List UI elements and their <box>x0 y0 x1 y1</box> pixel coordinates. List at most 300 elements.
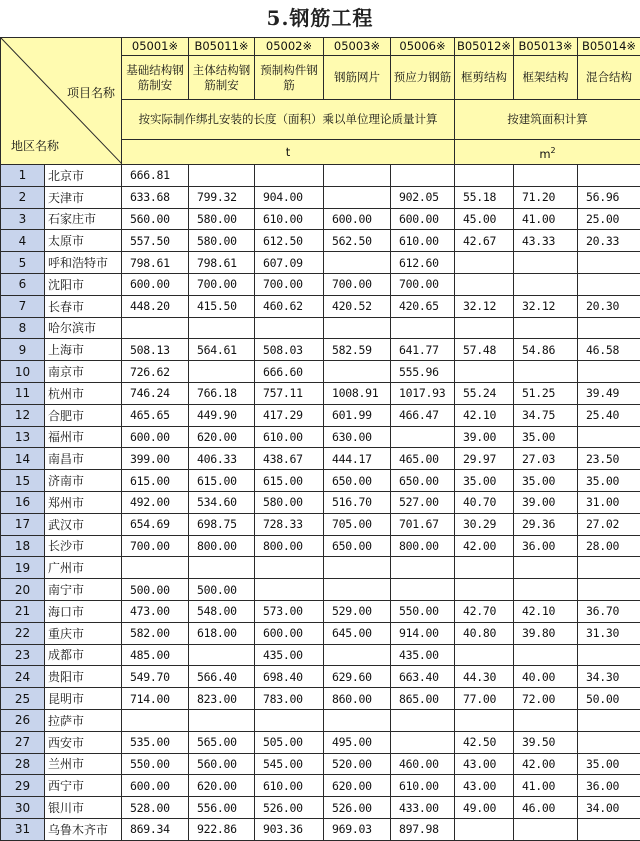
price-cell <box>514 252 578 274</box>
price-cell: 55.18 <box>455 186 514 208</box>
price-cell: 645.00 <box>324 622 391 644</box>
price-cell: 612.60 <box>391 252 455 274</box>
price-cell: 698.75 <box>189 513 255 535</box>
price-cell: 444.17 <box>324 448 391 470</box>
row-number: 2 <box>1 186 45 208</box>
price-cell: 28.00 <box>578 535 640 557</box>
row-number: 19 <box>1 557 45 579</box>
price-cell: 460.62 <box>255 295 324 317</box>
price-cell: 565.00 <box>189 731 255 753</box>
item-name: 钢筋网片 <box>324 56 391 100</box>
row-number: 8 <box>1 317 45 339</box>
city-name: 呼和浩特市 <box>45 252 122 274</box>
price-cell <box>324 644 391 666</box>
table-row <box>1 448 640 470</box>
price-cell: 20.30 <box>578 295 640 317</box>
price-cell: 600.00 <box>255 622 324 644</box>
table-row <box>1 230 640 252</box>
price-cell: 629.60 <box>324 666 391 688</box>
price-cell: 534.60 <box>189 491 255 513</box>
price-cell: 27.03 <box>514 448 578 470</box>
price-cell: 43.00 <box>455 753 514 775</box>
row-number: 3 <box>1 208 45 230</box>
row-number: 11 <box>1 382 45 404</box>
region-name-label: 地区名称 <box>11 137 59 154</box>
price-cell: 42.67 <box>455 230 514 252</box>
price-cell: 420.52 <box>324 295 391 317</box>
price-cell: 25.40 <box>578 404 640 426</box>
price-cell: 562.50 <box>324 230 391 252</box>
price-cell <box>324 579 391 601</box>
price-cell: 560.00 <box>122 208 189 230</box>
price-cell: 41.00 <box>514 775 578 797</box>
price-cell: 714.00 <box>122 688 189 710</box>
price-cell: 654.69 <box>122 513 189 535</box>
price-cell: 600.00 <box>391 208 455 230</box>
price-cell: 42.00 <box>514 753 578 775</box>
city-name: 天津市 <box>45 186 122 208</box>
price-cell: 528.00 <box>122 797 189 819</box>
price-cell: 615.00 <box>122 470 189 492</box>
price-cell <box>122 317 189 339</box>
price-cell: 548.00 <box>189 600 255 622</box>
price-cell: 800.00 <box>189 535 255 557</box>
row-number: 16 <box>1 491 45 513</box>
price-cell <box>578 644 640 666</box>
item-name: 框架结构 <box>514 56 578 100</box>
table-row <box>1 404 640 426</box>
item-name: 主体结构钢筋制安 <box>189 56 255 100</box>
item-code: B05012※ <box>455 38 514 56</box>
price-cell: 500.00 <box>122 579 189 601</box>
price-cell: 44.30 <box>455 666 514 688</box>
price-cell: 420.65 <box>391 295 455 317</box>
price-cell <box>122 557 189 579</box>
price-cell: 600.00 <box>324 208 391 230</box>
price-cell: 650.00 <box>324 535 391 557</box>
price-cell <box>578 317 640 339</box>
price-cell <box>455 818 514 840</box>
row-number: 29 <box>1 775 45 797</box>
project-name-label: 项目名称 <box>67 84 115 101</box>
city-name: 成都市 <box>45 644 122 666</box>
price-cell: 823.00 <box>189 688 255 710</box>
price-cell <box>578 252 640 274</box>
price-cell: 726.62 <box>122 361 189 383</box>
row-number: 21 <box>1 600 45 622</box>
price-cell <box>255 579 324 601</box>
price-cell <box>514 644 578 666</box>
price-cell <box>578 165 640 187</box>
price-cell: 705.00 <box>324 513 391 535</box>
price-cell: 600.00 <box>122 273 189 295</box>
city-name: 重庆市 <box>45 622 122 644</box>
price-cell: 663.40 <box>391 666 455 688</box>
row-number: 12 <box>1 404 45 426</box>
price-cell <box>455 165 514 187</box>
price-cell: 417.29 <box>255 404 324 426</box>
price-cell: 610.00 <box>391 230 455 252</box>
price-cell: 27.02 <box>578 513 640 535</box>
price-cell: 399.00 <box>122 448 189 470</box>
price-cell <box>391 731 455 753</box>
item-code: B05014※ <box>578 38 640 56</box>
price-cell: 618.00 <box>189 622 255 644</box>
price-cell: 50.00 <box>578 688 640 710</box>
price-cell <box>391 426 455 448</box>
price-cell: 35.00 <box>455 470 514 492</box>
unit-right <box>455 140 640 165</box>
row-number: 18 <box>1 535 45 557</box>
price-cell <box>324 186 391 208</box>
price-cell: 600.00 <box>122 426 189 448</box>
price-cell <box>578 709 640 731</box>
price-cell: 36.00 <box>514 535 578 557</box>
price-cell: 566.40 <box>189 666 255 688</box>
price-cell: 492.00 <box>122 491 189 513</box>
table-row <box>1 557 640 579</box>
city-name: 济南市 <box>45 470 122 492</box>
row-number: 27 <box>1 731 45 753</box>
price-cell: 557.50 <box>122 230 189 252</box>
price-cell <box>189 317 255 339</box>
price-cell: 700.00 <box>122 535 189 557</box>
price-cell: 36.00 <box>578 775 640 797</box>
price-cell: 860.00 <box>324 688 391 710</box>
price-cell: 526.00 <box>324 797 391 819</box>
price-cell: 40.70 <box>455 491 514 513</box>
price-cell <box>578 579 640 601</box>
price-cell: 902.05 <box>391 186 455 208</box>
price-cell: 508.03 <box>255 339 324 361</box>
table-row <box>1 426 640 448</box>
price-cell: 435.00 <box>391 644 455 666</box>
price-cell: 800.00 <box>255 535 324 557</box>
price-cell: 34.75 <box>514 404 578 426</box>
price-cell: 465.00 <box>391 448 455 470</box>
price-cell: 39.49 <box>578 382 640 404</box>
price-cell: 41.00 <box>514 208 578 230</box>
item-code: 05003※ <box>324 38 391 56</box>
price-cell <box>455 273 514 295</box>
price-cell: 914.00 <box>391 622 455 644</box>
price-cell: 43.00 <box>455 775 514 797</box>
price-cell: 31.30 <box>578 622 640 644</box>
price-cell: 508.13 <box>122 339 189 361</box>
row-number: 24 <box>1 666 45 688</box>
price-cell: 615.00 <box>189 470 255 492</box>
price-cell: 43.33 <box>514 230 578 252</box>
price-cell: 757.11 <box>255 382 324 404</box>
price-cell: 406.33 <box>189 448 255 470</box>
price-cell: 766.18 <box>189 382 255 404</box>
price-cell: 54.86 <box>514 339 578 361</box>
price-cell: 51.25 <box>514 382 578 404</box>
price-cell <box>189 557 255 579</box>
price-cell: 535.00 <box>122 731 189 753</box>
price-cell: 449.90 <box>189 404 255 426</box>
price-cell <box>122 709 189 731</box>
price-cell <box>514 818 578 840</box>
table-row <box>1 709 640 731</box>
price-cell: 29.36 <box>514 513 578 535</box>
price-cell: 35.00 <box>514 470 578 492</box>
price-cell: 500.00 <box>189 579 255 601</box>
city-name: 上海市 <box>45 339 122 361</box>
price-cell: 700.00 <box>324 273 391 295</box>
row-number: 1 <box>1 165 45 187</box>
row-number: 17 <box>1 513 45 535</box>
price-cell: 610.00 <box>255 775 324 797</box>
price-cell: 460.00 <box>391 753 455 775</box>
price-cell: 922.86 <box>189 818 255 840</box>
table-row <box>1 252 640 274</box>
price-cell <box>578 557 640 579</box>
price-cell: 746.24 <box>122 382 189 404</box>
item-name: 预制构件钢筋 <box>255 56 324 100</box>
price-cell: 31.00 <box>578 491 640 513</box>
price-cell: 42.70 <box>455 600 514 622</box>
price-cell <box>455 709 514 731</box>
price-cell: 40.00 <box>514 666 578 688</box>
price-cell <box>189 361 255 383</box>
table-row <box>1 361 640 383</box>
price-cell: 903.36 <box>255 818 324 840</box>
price-cell <box>391 165 455 187</box>
price-cell: 57.48 <box>455 339 514 361</box>
city-name: 石家庄市 <box>45 208 122 230</box>
price-cell <box>189 644 255 666</box>
item-name: 混合结构 <box>578 56 640 100</box>
row-number: 13 <box>1 426 45 448</box>
price-cell: 56.96 <box>578 186 640 208</box>
price-cell <box>391 557 455 579</box>
header-corner <box>1 38 122 165</box>
table-row <box>1 317 640 339</box>
table-row <box>1 622 640 644</box>
price-cell: 580.00 <box>189 230 255 252</box>
price-cell: 505.00 <box>255 731 324 753</box>
price-cell: 799.32 <box>189 186 255 208</box>
price-cell: 35.00 <box>578 470 640 492</box>
price-cell: 904.00 <box>255 186 324 208</box>
price-cell: 573.00 <box>255 600 324 622</box>
price-cell: 1008.91 <box>324 382 391 404</box>
row-number: 20 <box>1 579 45 601</box>
city-name: 南昌市 <box>45 448 122 470</box>
price-cell: 666.60 <box>255 361 324 383</box>
measurement-rule-right: 按建筑面积计算 <box>455 100 640 140</box>
price-cell <box>189 709 255 731</box>
price-cell: 969.03 <box>324 818 391 840</box>
price-cell: 35.00 <box>514 426 578 448</box>
table-row <box>1 208 640 230</box>
measurement-rule-left: 按实际制作绑扎安装的长度（面积）乘以单位理论质量计算 <box>122 100 455 140</box>
table-row <box>1 186 640 208</box>
table-row <box>1 731 640 753</box>
city-name: 乌鲁木齐市 <box>45 818 122 840</box>
city-name: 贵阳市 <box>45 666 122 688</box>
price-cell: 23.50 <box>578 448 640 470</box>
unit-left: t <box>122 140 455 165</box>
price-cell: 580.00 <box>255 491 324 513</box>
price-cell: 556.00 <box>189 797 255 819</box>
price-cell: 666.81 <box>122 165 189 187</box>
price-cell <box>578 818 640 840</box>
price-cell <box>455 579 514 601</box>
price-cell <box>391 317 455 339</box>
price-cell: 555.96 <box>391 361 455 383</box>
price-cell: 630.00 <box>324 426 391 448</box>
price-cell: 580.00 <box>189 208 255 230</box>
price-cell: 549.70 <box>122 666 189 688</box>
price-cell <box>189 165 255 187</box>
row-number: 26 <box>1 709 45 731</box>
unit-right-exponent: 2 <box>551 146 556 155</box>
unit-right-base: m <box>539 146 550 160</box>
price-cell: 601.99 <box>324 404 391 426</box>
price-cell: 465.65 <box>122 404 189 426</box>
price-cell: 520.00 <box>324 753 391 775</box>
row-number: 5 <box>1 252 45 274</box>
city-name: 合肥市 <box>45 404 122 426</box>
price-cell: 32.12 <box>514 295 578 317</box>
price-cell: 485.00 <box>122 644 189 666</box>
price-cell: 30.29 <box>455 513 514 535</box>
price-cell <box>578 426 640 448</box>
item-name: 框剪结构 <box>455 56 514 100</box>
price-cell <box>324 317 391 339</box>
price-cell: 550.00 <box>122 753 189 775</box>
price-cell: 20.33 <box>578 230 640 252</box>
row-number: 7 <box>1 295 45 317</box>
price-cell <box>514 579 578 601</box>
price-cell: 438.67 <box>255 448 324 470</box>
city-name: 拉萨市 <box>45 709 122 731</box>
price-cell: 77.00 <box>455 688 514 710</box>
price-cell: 466.47 <box>391 404 455 426</box>
price-cell: 516.70 <box>324 491 391 513</box>
price-cell: 869.34 <box>122 818 189 840</box>
row-number: 31 <box>1 818 45 840</box>
item-code: 05001※ <box>122 38 189 56</box>
price-cell: 800.00 <box>391 535 455 557</box>
price-cell: 448.20 <box>122 295 189 317</box>
price-cell <box>578 361 640 383</box>
price-cell <box>514 317 578 339</box>
table-row <box>1 644 640 666</box>
table-row <box>1 688 640 710</box>
price-cell: 36.70 <box>578 600 640 622</box>
city-name: 长沙市 <box>45 535 122 557</box>
table-row <box>1 579 640 601</box>
price-cell <box>514 709 578 731</box>
price-cell: 42.10 <box>514 600 578 622</box>
price-cell: 610.00 <box>391 775 455 797</box>
row-number: 28 <box>1 753 45 775</box>
city-name: 武汉市 <box>45 513 122 535</box>
price-cell <box>455 361 514 383</box>
city-name: 郑州市 <box>45 491 122 513</box>
price-cell: 560.00 <box>189 753 255 775</box>
price-cell <box>391 709 455 731</box>
table-row <box>1 797 640 819</box>
price-cell: 650.00 <box>391 470 455 492</box>
price-cell: 550.00 <box>391 600 455 622</box>
row-number: 22 <box>1 622 45 644</box>
table-row <box>1 818 640 840</box>
price-cell: 55.24 <box>455 382 514 404</box>
row-number: 14 <box>1 448 45 470</box>
city-name: 杭州市 <box>45 382 122 404</box>
page-title: 5.钢筋工程 <box>0 0 640 37</box>
price-cell: 495.00 <box>324 731 391 753</box>
price-cell: 40.80 <box>455 622 514 644</box>
price-cell: 633.68 <box>122 186 189 208</box>
price-cell: 615.00 <box>255 470 324 492</box>
price-cell: 71.20 <box>514 186 578 208</box>
price-cell <box>514 361 578 383</box>
price-cell: 700.00 <box>255 273 324 295</box>
item-code: B05011※ <box>189 38 255 56</box>
row-number: 6 <box>1 273 45 295</box>
price-cell: 698.40 <box>255 666 324 688</box>
row-number: 4 <box>1 230 45 252</box>
item-code: 05002※ <box>255 38 324 56</box>
price-cell: 564.61 <box>189 339 255 361</box>
row-number: 30 <box>1 797 45 819</box>
price-cell <box>514 165 578 187</box>
price-cell: 433.00 <box>391 797 455 819</box>
table-row <box>1 513 640 535</box>
table-body <box>1 165 640 841</box>
price-cell: 620.00 <box>189 775 255 797</box>
price-cell <box>255 165 324 187</box>
row-number: 9 <box>1 339 45 361</box>
price-cell <box>578 273 640 295</box>
price-cell <box>455 557 514 579</box>
item-name: 预应力钢筋 <box>391 56 455 100</box>
price-cell: 650.00 <box>324 470 391 492</box>
table-row <box>1 295 640 317</box>
table-row <box>1 470 640 492</box>
price-cell: 798.61 <box>122 252 189 274</box>
table-row <box>1 165 640 187</box>
price-cell: 582.00 <box>122 622 189 644</box>
price-cell <box>324 361 391 383</box>
item-name: 基础结构钢筋制安 <box>122 56 189 100</box>
price-cell <box>578 731 640 753</box>
price-cell: 473.00 <box>122 600 189 622</box>
price-cell: 39.50 <box>514 731 578 753</box>
price-cell: 607.09 <box>255 252 324 274</box>
price-cell: 1017.93 <box>391 382 455 404</box>
price-cell: 526.00 <box>255 797 324 819</box>
price-cell <box>255 557 324 579</box>
table-row <box>1 491 640 513</box>
price-cell: 46.00 <box>514 797 578 819</box>
city-name: 哈尔滨市 <box>45 317 122 339</box>
price-cell: 700.00 <box>391 273 455 295</box>
price-cell <box>324 252 391 274</box>
price-cell <box>324 165 391 187</box>
city-name: 南宁市 <box>45 579 122 601</box>
price-cell: 45.00 <box>455 208 514 230</box>
city-name: 海口市 <box>45 600 122 622</box>
city-name: 福州市 <box>45 426 122 448</box>
price-cell: 897.98 <box>391 818 455 840</box>
price-cell: 39.80 <box>514 622 578 644</box>
